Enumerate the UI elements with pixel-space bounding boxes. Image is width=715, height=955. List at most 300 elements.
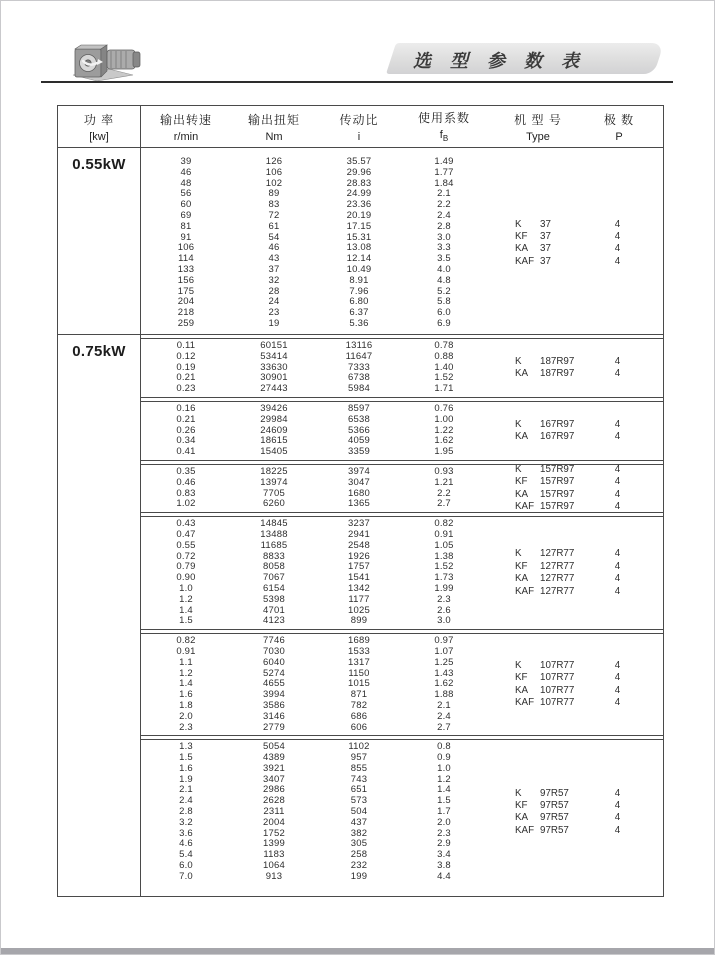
value-cell: 23: [268, 307, 280, 319]
poles-value: 4: [614, 824, 621, 836]
value-cell: 0.23: [176, 383, 196, 395]
model-number: 37: [540, 243, 551, 255]
value-cell: 2.8: [179, 806, 193, 818]
value-cell: 175: [177, 285, 195, 297]
poles-group: [589, 404, 662, 458]
model-prefix: KF: [515, 672, 528, 684]
value-cell: 46: [268, 242, 280, 254]
model-type: [515, 660, 574, 672]
value-cell: 0.91: [434, 528, 454, 540]
value-cell: 4.8: [437, 274, 451, 286]
poles-value: 4: [614, 500, 621, 512]
value-cell: 23.36: [346, 199, 372, 211]
model-type: [515, 561, 574, 573]
poles-value: 4: [614, 430, 621, 442]
section-rows: [141, 335, 663, 896]
value-cell: 2004: [263, 816, 285, 828]
value-cell: 2986: [263, 784, 285, 796]
value-cell: 1150: [348, 667, 370, 679]
value-cell: 0.55: [176, 539, 196, 551]
section-rows: [141, 148, 663, 334]
model-prefix: KA: [515, 573, 529, 585]
value-cell: 0.90: [176, 572, 196, 584]
value-cell: 0.97: [434, 635, 454, 647]
value-cell: 2.3: [179, 721, 193, 733]
value-cell: 28.83: [346, 177, 372, 189]
value-cell: 782: [350, 699, 368, 711]
value-cell: 2.2: [437, 199, 451, 211]
value-cell: 1.5: [179, 615, 193, 627]
value-cell: 27443: [260, 383, 288, 395]
model-type: [515, 788, 569, 800]
value-cell: 6.9: [437, 317, 451, 329]
model-number: 107R77: [540, 697, 575, 709]
model-type: [515, 800, 569, 812]
value-cell: 7067: [263, 572, 285, 584]
value-cell: 1.4: [179, 604, 193, 616]
value-cell: 651: [350, 784, 368, 796]
column-header-unit: r/min: [173, 130, 199, 143]
model-number: 127R77: [540, 585, 575, 597]
value-cell: 39426: [260, 402, 288, 414]
value-cell: 3146: [263, 710, 285, 722]
model-number: 97R57: [540, 787, 569, 799]
value-cell: 7705: [263, 487, 285, 499]
value-cell: 15.31: [346, 231, 372, 243]
poles-group: [589, 636, 662, 733]
value-cell: 14845: [260, 518, 288, 530]
model-prefix: KAF: [515, 697, 535, 709]
model-number: 97R57: [540, 800, 569, 812]
poles-value: 4: [614, 230, 621, 242]
value-cell: 6.37: [349, 307, 369, 319]
value-cell: 1.22: [434, 424, 454, 436]
poles-value: 4: [614, 255, 621, 267]
ratio-block: [141, 151, 663, 332]
value-cell: 60: [180, 199, 192, 211]
value-cell: 1.99: [434, 582, 454, 594]
model-type-group: [487, 157, 589, 330]
model-prefix: K: [515, 355, 522, 367]
value-cell: 0.26: [176, 424, 196, 436]
poles-value: 4: [614, 463, 621, 475]
value-cell: 3407: [263, 773, 285, 785]
value-cell: 3.6: [179, 827, 193, 839]
value-cell: 6040: [263, 656, 285, 668]
model-number: 107R77: [540, 672, 575, 684]
model-type-group: [487, 636, 589, 733]
value-cell: 0.46: [176, 476, 196, 488]
value-cell: 48: [180, 177, 192, 189]
value-cell: 743: [350, 773, 368, 785]
value-cell: 1.62: [434, 678, 454, 690]
value-cell: 1.8: [179, 699, 193, 711]
value-cell: 5.8: [437, 296, 451, 308]
model-prefix: K: [515, 218, 522, 230]
value-cell: 1317: [348, 656, 370, 668]
poles-value: 4: [614, 812, 621, 824]
value-cell: 1.2: [179, 667, 193, 679]
value-cell: 1.49: [434, 156, 454, 167]
value-cell: 32: [268, 274, 280, 286]
value-cell: 5.36: [349, 317, 369, 329]
value-cell: 1342: [348, 582, 370, 594]
model-prefix: K: [515, 463, 522, 475]
value-cell: 54: [268, 231, 280, 243]
value-cell: 106: [265, 166, 283, 178]
value-cell: 69: [180, 209, 192, 221]
model-prefix: KF: [515, 230, 528, 242]
column-header-kw: [58, 106, 141, 147]
value-cell: 37: [268, 263, 280, 275]
poles-group: [589, 463, 662, 512]
value-cell: 4059: [348, 435, 370, 447]
value-cell: 2.6: [437, 604, 451, 616]
column-header-unit: [kw]: [89, 130, 109, 143]
table-header-row: [58, 106, 663, 148]
value-cell: 0.21: [176, 413, 196, 425]
value-cell: 91: [180, 231, 192, 243]
model-number: 127R77: [540, 560, 575, 572]
value-cell: 3921: [263, 762, 285, 774]
value-cell: 4655: [263, 678, 285, 690]
value-cell: 24: [268, 296, 280, 308]
value-cell: 61: [268, 220, 280, 232]
value-cell: 1.3: [179, 741, 193, 753]
value-cell: 3994: [263, 689, 285, 701]
value-cell: 33630: [260, 361, 288, 373]
value-cell: 3047: [348, 476, 370, 488]
model-type: [515, 812, 569, 824]
column-header-rmin: [141, 106, 231, 147]
value-cell: 218: [177, 307, 195, 319]
value-cell: 1533: [348, 645, 370, 657]
model-number: 107R77: [540, 684, 575, 696]
value-cell: 8833: [263, 550, 285, 562]
column-header-zh: 机 型 号: [514, 112, 562, 127]
model-number: 107R77: [540, 659, 575, 671]
ratio-block: [141, 516, 663, 630]
value-cell: 2.8: [437, 220, 451, 232]
model-number: 127R77: [540, 548, 575, 560]
value-cell: 126: [265, 156, 283, 167]
poles-value: 4: [614, 548, 621, 560]
value-cell: 5366: [348, 424, 370, 436]
model-type-group: [487, 404, 589, 458]
value-cell: 1.40: [434, 361, 454, 373]
value-cell: 1015: [348, 678, 370, 690]
value-cell: 0.16: [176, 402, 196, 414]
model-number: 97R57: [540, 824, 569, 836]
model-type: [515, 368, 574, 380]
value-cell: 29.96: [346, 166, 372, 178]
value-cell: 5054: [263, 741, 285, 753]
model-number: 157R97: [540, 476, 575, 488]
column-header-f: [401, 106, 487, 147]
poles-value: 4: [614, 684, 621, 696]
model-type: [515, 697, 574, 709]
value-cell: 3.3: [437, 242, 451, 254]
value-cell: 573: [350, 795, 368, 807]
model-type: [515, 243, 551, 255]
value-cell: 2.0: [437, 816, 451, 828]
value-cell: 1365: [348, 498, 370, 510]
model-prefix: KF: [515, 476, 528, 488]
model-number: 97R57: [540, 812, 569, 824]
value-cell: 1.52: [434, 561, 454, 573]
value-cell: 2.7: [437, 721, 451, 733]
value-cell: 437: [350, 816, 368, 828]
value-cell: 0.82: [176, 635, 196, 647]
value-cell: 81: [180, 220, 192, 232]
value-cell: 2.3: [437, 827, 451, 839]
value-cell: 7333: [348, 361, 370, 373]
value-cell: 0.76: [434, 402, 454, 414]
model-type: [515, 356, 574, 368]
value-cell: 8058: [263, 561, 285, 573]
poles-value: 4: [614, 573, 621, 585]
model-number: 157R97: [540, 500, 575, 512]
column-header-unit: $f_B$: [439, 129, 449, 144]
value-cell: 6.0: [179, 860, 193, 872]
model-type: [515, 586, 574, 598]
value-cell: 3586: [263, 699, 285, 711]
value-cell: 0.82: [434, 518, 454, 530]
value-cell: 7.96: [349, 285, 369, 297]
value-cell: 199: [350, 870, 368, 882]
value-cell: 3974: [348, 465, 370, 477]
value-cell: 8.91: [349, 274, 369, 286]
model-prefix: KA: [515, 684, 529, 696]
model-prefix: KF: [515, 560, 528, 572]
model-prefix: KA: [515, 430, 529, 442]
value-cell: 2628: [263, 795, 285, 807]
value-cell: 2.1: [179, 784, 193, 796]
model-type: [515, 219, 551, 231]
value-cell: 2311: [263, 806, 285, 818]
gearmotor-logo-image: [67, 41, 151, 85]
poles-value: 4: [614, 800, 621, 812]
ratio-block: [141, 739, 663, 896]
model-number: 167R97: [540, 418, 575, 430]
value-cell: 3.4: [437, 849, 451, 861]
value-cell: 1.21: [434, 476, 454, 488]
column-header-zh: 功 率: [83, 112, 115, 127]
value-cell: 4123: [263, 615, 285, 627]
model-prefix: KF: [515, 800, 528, 812]
poles-value: 4: [614, 218, 621, 230]
value-cell: 1680: [348, 487, 370, 499]
value-cell: 2.0: [179, 710, 193, 722]
model-prefix: KA: [515, 367, 529, 379]
value-cell: 156: [177, 274, 195, 286]
value-cell: 1.9: [179, 773, 193, 785]
value-cell: 4701: [263, 604, 285, 616]
value-cell: 60151: [260, 340, 288, 351]
value-cell: 1.4: [179, 678, 193, 690]
model-prefix: KAF: [515, 500, 535, 512]
value-cell: 6154: [263, 582, 285, 594]
value-cell: 5398: [263, 593, 285, 605]
value-cell: 1.77: [434, 166, 454, 178]
value-cell: 1541: [348, 572, 370, 584]
value-cell: 56: [180, 188, 192, 200]
value-cell: 10.49: [346, 263, 372, 275]
value-cell: 39: [180, 156, 192, 167]
value-cell: 20.19: [346, 209, 372, 221]
model-prefix: KAF: [515, 255, 535, 267]
model-type-group: [487, 742, 589, 882]
column-header-P: [589, 106, 663, 147]
value-cell: 1.25: [434, 656, 454, 668]
selection-parameter-table: [57, 105, 664, 897]
value-cell: 0.88: [434, 350, 454, 362]
poles-group: [589, 742, 662, 882]
value-cell: 0.91: [176, 645, 196, 657]
poles-value: 4: [614, 560, 621, 572]
page-title: 选 型 参 数 表: [413, 51, 587, 71]
model-type-group: [487, 519, 589, 627]
column-header-zh: 极 数: [603, 112, 635, 127]
model-number: 127R77: [540, 573, 575, 585]
value-cell: 2.4: [437, 209, 451, 221]
value-cell: 89: [268, 188, 280, 200]
value-cell: 0.35: [176, 465, 196, 477]
column-header-i: [317, 106, 401, 147]
value-cell: 102: [265, 177, 283, 189]
value-cell: 1.4: [437, 784, 451, 796]
value-cell: 0.43: [176, 518, 196, 530]
value-cell: 2.1: [437, 699, 451, 711]
value-cell: 855: [350, 762, 368, 774]
model-number: 167R97: [540, 430, 575, 442]
poles-value: 4: [614, 659, 621, 671]
value-cell: 13488: [260, 528, 288, 540]
value-cell: 1.43: [434, 667, 454, 679]
value-cell: 1.5: [437, 795, 451, 807]
value-cell: 2.2: [437, 487, 451, 499]
value-cell: 0.79: [176, 561, 196, 573]
poles-value: 4: [614, 697, 621, 709]
table-body: [58, 148, 663, 896]
column-header-unit: Nm: [265, 130, 283, 143]
column-header-Type: [487, 106, 589, 147]
value-cell: 4.6: [179, 838, 193, 850]
gearmotor-illustration: [67, 41, 151, 85]
value-cell: 7746: [263, 635, 285, 647]
poles-value: 4: [614, 488, 621, 500]
header-divider: [41, 81, 673, 83]
value-cell: 6.0: [437, 307, 451, 319]
model-prefix: KA: [515, 812, 529, 824]
value-cell: 1.02: [176, 498, 196, 510]
value-cell: 6738: [348, 372, 370, 384]
value-cell: 2.3: [437, 593, 451, 605]
value-cell: 259: [177, 317, 195, 329]
value-cell: 686: [350, 710, 368, 722]
value-cell: 29984: [260, 413, 288, 425]
value-cell: 2.9: [437, 838, 451, 850]
poles-value: 4: [614, 476, 621, 488]
model-type: [515, 419, 574, 431]
value-cell: 382: [350, 827, 368, 839]
value-cell: 1102: [348, 741, 370, 753]
value-cell: 53414: [260, 350, 288, 362]
power-section-0.55kW: [58, 148, 663, 335]
value-cell: 1.95: [434, 446, 454, 458]
value-cell: 2.1: [437, 188, 451, 200]
value-cell: 1.73: [434, 572, 454, 584]
value-cell: 4.0: [437, 263, 451, 275]
value-cell: 1757: [348, 561, 370, 573]
value-cell: 83: [268, 199, 280, 211]
value-cell: 5.2: [437, 285, 451, 297]
value-cell: 1.62: [434, 435, 454, 447]
value-cell: 1926: [348, 550, 370, 562]
value-cell: 1.71: [434, 383, 454, 395]
value-cell: 0.9: [437, 752, 451, 764]
value-cell: 232: [350, 860, 368, 872]
value-cell: 1.2: [179, 593, 193, 605]
value-cell: 204: [177, 296, 195, 308]
model-type: [515, 825, 569, 837]
model-prefix: KAF: [515, 585, 535, 597]
poles-group: [589, 519, 662, 627]
value-cell: 24.99: [346, 188, 372, 200]
model-number: 187R97: [540, 367, 575, 379]
value-cell: 3.2: [179, 816, 193, 828]
value-cell: 30901: [260, 372, 288, 384]
page-footer-bar: [1, 948, 714, 954]
model-type: [515, 573, 574, 585]
value-cell: 3.8: [437, 860, 451, 872]
value-cell: 46: [180, 166, 192, 178]
value-cell: 1025: [348, 604, 370, 616]
power-label: 0.75kW: [58, 335, 141, 896]
model-prefix: KA: [515, 243, 529, 255]
value-cell: 305: [350, 838, 368, 850]
value-cell: 18615: [260, 435, 288, 447]
value-cell: 1.07: [434, 645, 454, 657]
value-cell: 13116: [345, 340, 373, 351]
ratio-block: [141, 401, 663, 461]
value-cell: 1183: [263, 849, 285, 861]
value-cell: 17.15: [346, 220, 372, 232]
value-cell: 0.8: [437, 741, 451, 753]
value-cell: 606: [350, 721, 368, 733]
value-cell: 5.4: [179, 849, 193, 861]
ratio-block: [141, 338, 663, 398]
value-cell: 957: [350, 752, 368, 764]
model-number: 37: [540, 230, 551, 242]
value-cell: 871: [350, 689, 368, 701]
value-cell: 3.0: [437, 231, 451, 243]
model-type-group: [487, 463, 589, 512]
value-cell: 1.7: [437, 806, 451, 818]
value-cell: 1.38: [434, 550, 454, 562]
model-number: 157R97: [540, 463, 575, 475]
poles-group: [589, 157, 662, 330]
model-prefix: KAF: [515, 824, 535, 836]
value-cell: 0.83: [176, 487, 196, 499]
model-prefix: K: [515, 548, 522, 560]
model-type: [515, 489, 574, 501]
value-cell: 0.12: [176, 350, 196, 362]
value-cell: 8597: [348, 402, 370, 414]
model-number: 187R97: [540, 355, 575, 367]
poles-group: [589, 341, 662, 395]
value-cell: 0.93: [434, 465, 454, 477]
